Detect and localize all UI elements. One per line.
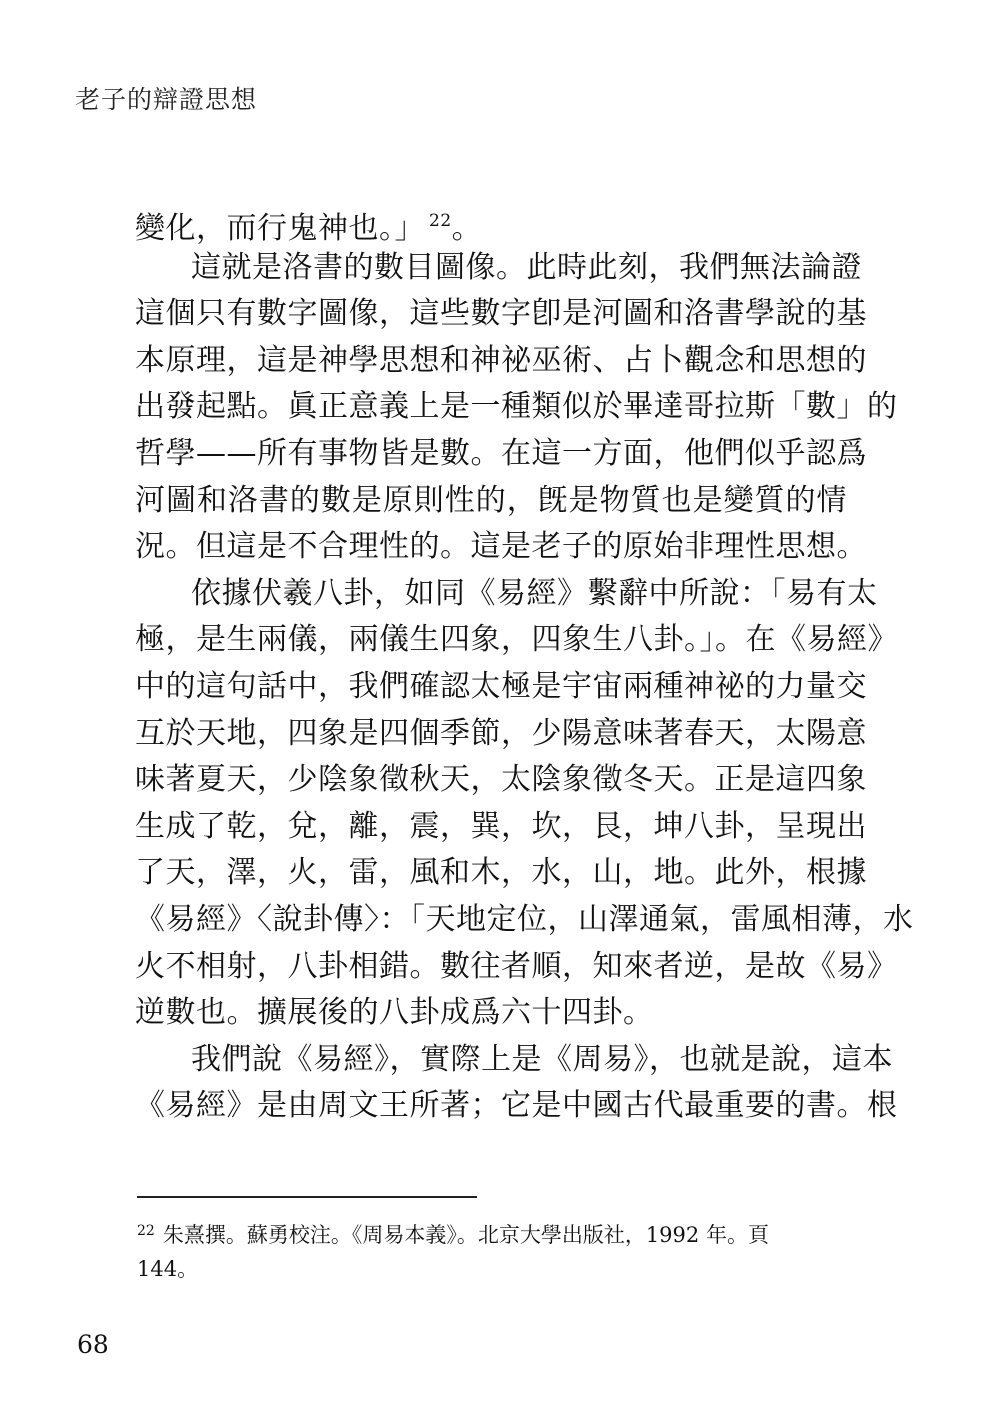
body-line <box>135 198 847 245</box>
body-line: 生成了乾，兌，離，震，巽，坎，艮，坤八卦，呈現出 <box>135 808 867 844</box>
body-line: 況。但這是不合理性的。這是老子的原始非理性思想。 <box>135 529 867 565</box>
body-line: 這個只有數字圖像，這些數字卽是河圖和洛書學說的基 <box>135 296 867 332</box>
body-line: 《易經》〈說卦傳〉：「天地定位，山澤通氣，雷風相薄，水 <box>135 901 914 937</box>
footnote-text: 朱熹撰。蘇勇校注。《周易本義》。北京大學出版社，1992 年。頁 <box>162 1223 769 1247</box>
body-line: 火不相射，八卦相錯。數往者順，知來者逆，是故《易》 <box>135 948 898 984</box>
body-line: 逆數也。擴展後的八卦成爲六十四卦。 <box>135 995 654 1031</box>
footnote-reference[interactable]: 22 <box>429 211 452 231</box>
body-line: 本原理，這是神學思想和神祕巫術、占卜觀念和思想的 <box>135 342 867 378</box>
footnote-number: 22 <box>137 1223 155 1239</box>
body-line: 中的這句話中，我們確認太極是宇宙兩種神祕的力量交 <box>135 668 867 704</box>
footnote-line <box>137 1214 847 1252</box>
body-line: 河圖和洛書的數是原則性的，旣是物質也是變質的情 <box>135 482 847 518</box>
body-text <box>135 198 914 1130</box>
paragraph-first-line: 這就是洛書的數目圖像。此時此刻，我們無法論證 <box>191 249 862 285</box>
body-line: 《易經》是由周文王所著；它是中國古代最重要的書。根 <box>135 1088 898 1124</box>
body-line: 了天，澤，火，雷，風和木，水，山，地。此外，根據 <box>135 855 867 891</box>
body-line: 出發起點。眞正意義上是一種類似於畢達哥拉斯「數」的 <box>135 389 898 425</box>
body-line: 互於天地，四象是四個季節，少陽意味著春天，太陽意 <box>135 715 867 751</box>
paragraph-first-line: 依據伏羲八卦，如同《易經》繫辭中所說：「易有太 <box>191 575 878 611</box>
body-line-text: 變化，而行鬼神也。」 <box>135 211 425 246</box>
body-line: 哲學——所有事物皆是數。在這一方面，他們似乎認爲 <box>135 435 867 471</box>
body-line: 極，是生兩儀，兩儀生四象，四象生八卦。」。在《易經》 <box>135 622 898 658</box>
page-number: 68 <box>77 1330 109 1359</box>
body-line-tail: 。 <box>451 211 483 246</box>
footnote <box>137 1214 847 1286</box>
footnote-divider <box>137 1196 477 1198</box>
footnote-line: 144。 <box>137 1257 199 1281</box>
running-header-title: 老子的辯證思想 <box>75 85 258 114</box>
paragraph-first-line: 我們說《易經》，實際上是《周易》，也就是說，這本 <box>191 1041 893 1077</box>
body-line: 味著夏天，少陰象徵秋天，太陰象徵冬天。正是這四象 <box>135 762 867 798</box>
